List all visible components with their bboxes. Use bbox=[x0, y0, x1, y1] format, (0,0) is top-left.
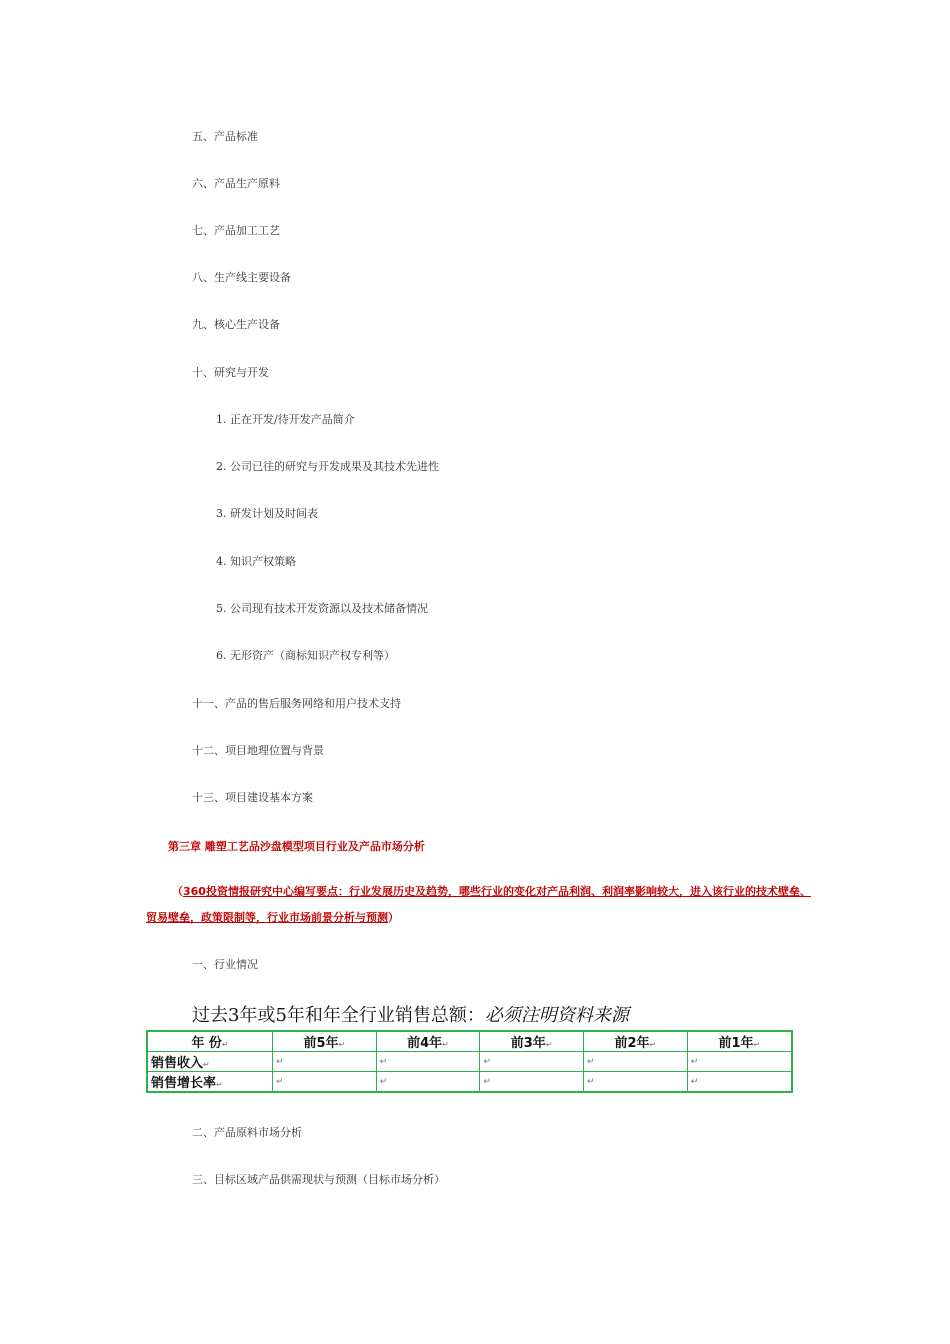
editorial-note bbox=[146, 879, 818, 931]
section-heading: 一、行业情况 bbox=[192, 958, 258, 971]
table-cell: ↵ bbox=[584, 1052, 688, 1072]
table-cell: ↵ bbox=[273, 1072, 377, 1093]
header-cell: 前3年↵ bbox=[480, 1031, 584, 1052]
chapter-heading: 第三章 雕塑工艺品沙盘模型项目行业及产品市场分析 bbox=[168, 840, 425, 853]
toc-subitem: 3. 研发计划及时间表 bbox=[216, 507, 318, 520]
table-title-emphasis: 必须注明资料来源 bbox=[484, 1005, 629, 1026]
table-cell: ↵ bbox=[273, 1052, 377, 1072]
table-cell: ↵ bbox=[376, 1072, 480, 1093]
table-cell: ↵ bbox=[376, 1052, 480, 1072]
header-cell: 前2年↵ bbox=[584, 1031, 688, 1052]
toc-subitem: 6. 无形资产（商标知识产权专利等） bbox=[216, 649, 395, 662]
note-body: 360投资情报研究中心编写要点：行业发展历史及趋势，哪些行业的变化对产品利润、利润率影响较大，进入该行业的技术壁垒、贸易壁垒，政策限制等，行业市场前景分析与预测 bbox=[146, 885, 811, 924]
table-row bbox=[147, 1052, 792, 1072]
toc-subitem: 2. 公司已往的研究与开发成果及其技术先进性 bbox=[216, 460, 439, 473]
toc-item: 十一、产品的售后服务网络和用户技术支持 bbox=[192, 697, 401, 710]
toc-item: 七、产品加工工艺 bbox=[192, 224, 280, 237]
table-cell: ↵ bbox=[480, 1052, 584, 1072]
toc-item: 八、生产线主要设备 bbox=[192, 271, 291, 284]
table-cell: ↵ bbox=[687, 1052, 792, 1072]
header-cell: 前5年↵ bbox=[273, 1031, 377, 1052]
sales-table bbox=[146, 1030, 793, 1093]
table-header-row bbox=[147, 1031, 792, 1052]
toc-item: 九、核心生产设备 bbox=[192, 318, 280, 331]
table-row bbox=[147, 1072, 792, 1093]
table-cell: ↵ bbox=[584, 1072, 688, 1093]
table-title bbox=[192, 1001, 629, 1027]
table-cell: ↵ bbox=[480, 1072, 584, 1093]
table-cell: ↵ bbox=[687, 1072, 792, 1093]
row-label: 销售收入↵ bbox=[147, 1052, 273, 1072]
toc-item: 十三、项目建设基本方案 bbox=[192, 791, 313, 804]
note-open-paren: （ bbox=[172, 885, 183, 898]
header-cell: 前1年↵ bbox=[687, 1031, 792, 1052]
section-heading: 二、产品原料市场分析 bbox=[192, 1126, 302, 1139]
row-label: 销售增长率↵ bbox=[147, 1072, 273, 1093]
header-cell: 前4年↵ bbox=[376, 1031, 480, 1052]
toc-item: 六、产品生产原料 bbox=[192, 177, 280, 190]
header-cell: 年 份↵ bbox=[147, 1031, 273, 1052]
toc-item: 十二、项目地理位置与背景 bbox=[192, 744, 324, 757]
toc-subitem: 1. 正在开发/待开发产品简介 bbox=[216, 413, 355, 426]
section-heading: 三、目标区域产品供需现状与预测（目标市场分析） bbox=[192, 1173, 445, 1186]
toc-item: 五、产品标准 bbox=[192, 130, 258, 143]
toc-subitem: 4. 知识产权策略 bbox=[216, 555, 296, 568]
toc-subitem: 5. 公司现有技术开发资源以及技术储备情况 bbox=[216, 602, 428, 615]
note-close-paren: ） bbox=[388, 911, 399, 924]
toc-item: 十、研究与开发 bbox=[192, 366, 269, 379]
table-title-main: 过去3年或5年和年全行业销售总额： bbox=[192, 1005, 485, 1026]
